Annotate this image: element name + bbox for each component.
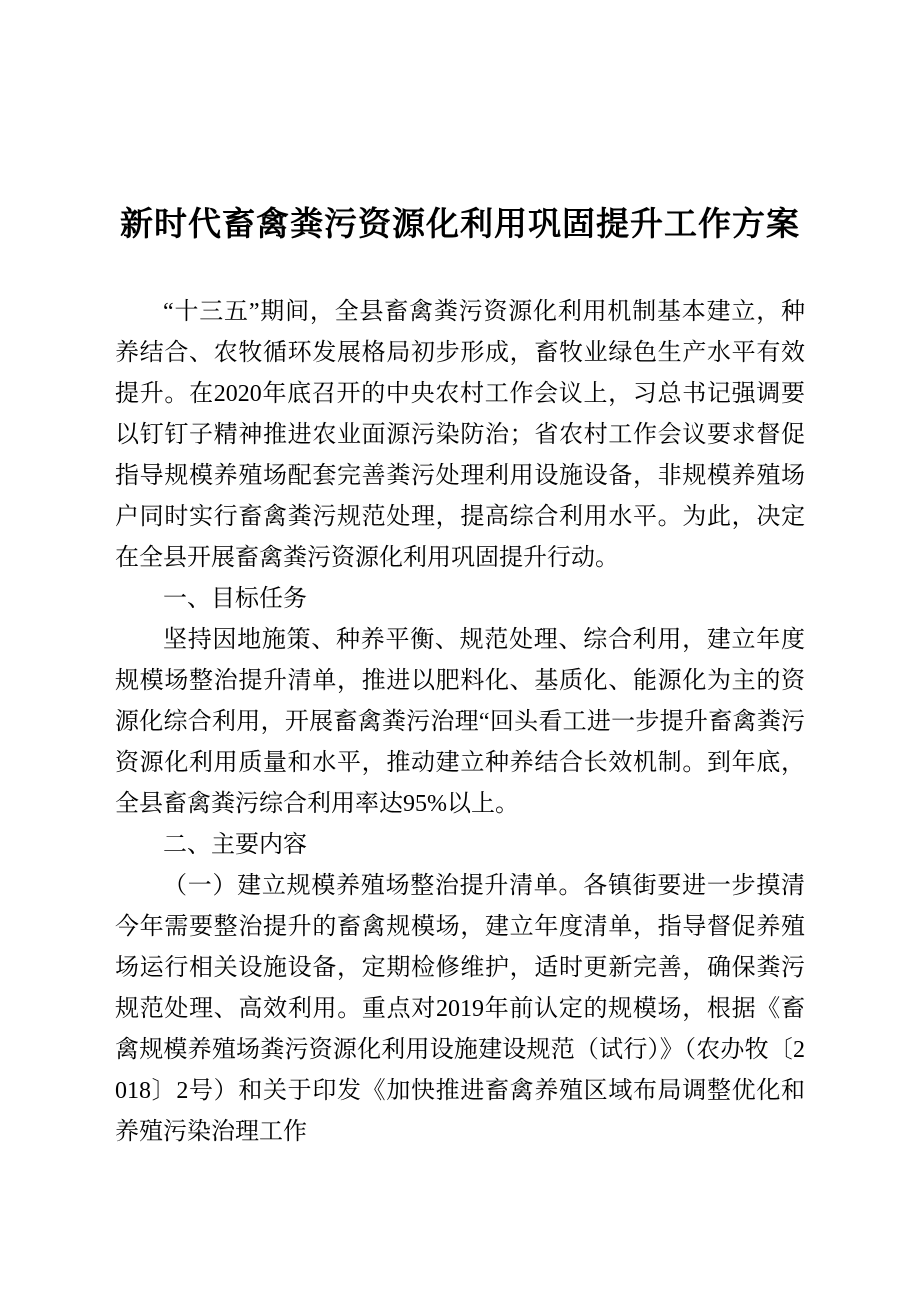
document-title: 新时代畜禽粪污资源化利用巩固提升工作方案 <box>120 207 800 243</box>
section-heading-2: 二、主要内容 <box>163 832 307 859</box>
paragraph-goals: 坚持因地施策、种养平衡、规范处理、综合利用，建立年度规模场整治提升清单，推进以肥料化、基质化、能源化为主的资源化综合利用，开展畜禽粪污治理“回头看工进一步提升畜禽粪污资源化利用质量和水平，推动建立种养结合长效机制。到年底，全县畜禽粪污综合利用率达95%以上。 <box>115 627 805 818</box>
paragraph-intro: “十三五”期间，全县畜禽粪污资源化利用机制基本建立，种养结合、农牧循环发展格局初步形成，畜牧业绿色生产水平有效提升。在2020年底召开的中央农村工作会议上，习总书记强调要以钉钉子精神推进农业面源污染防治；省农村工作会议要求督促指导规模养殖场配套完善粪污处理利用设施设备，非规模养殖场户同时实行畜禽粪污规范处理，提高综合利用水平。为此，决定在全县开展畜禽粪污资源化利用巩固提升行动。 <box>115 299 805 572</box>
section-heading-1: 一、目标任务 <box>163 586 307 613</box>
paragraph-main-content: （一）建立规模养殖场整治提升清单。各镇街要进一步摸清今年需要整治提升的畜禽规模场，建立年度清单，指导督促养殖场运行相关设施设备，定期检修维护，适时更新完善，确保粪污规范处理、高效利用。重点对2019年前认定的规模场，根据《畜禽规模养殖场粪污资源化利用设施建设规范（试行）》（农办牧〔2018〕2号）和关于印发《加快推进畜禽养殖区域布局调整优化和养殖污染治理工作 <box>115 873 805 1146</box>
